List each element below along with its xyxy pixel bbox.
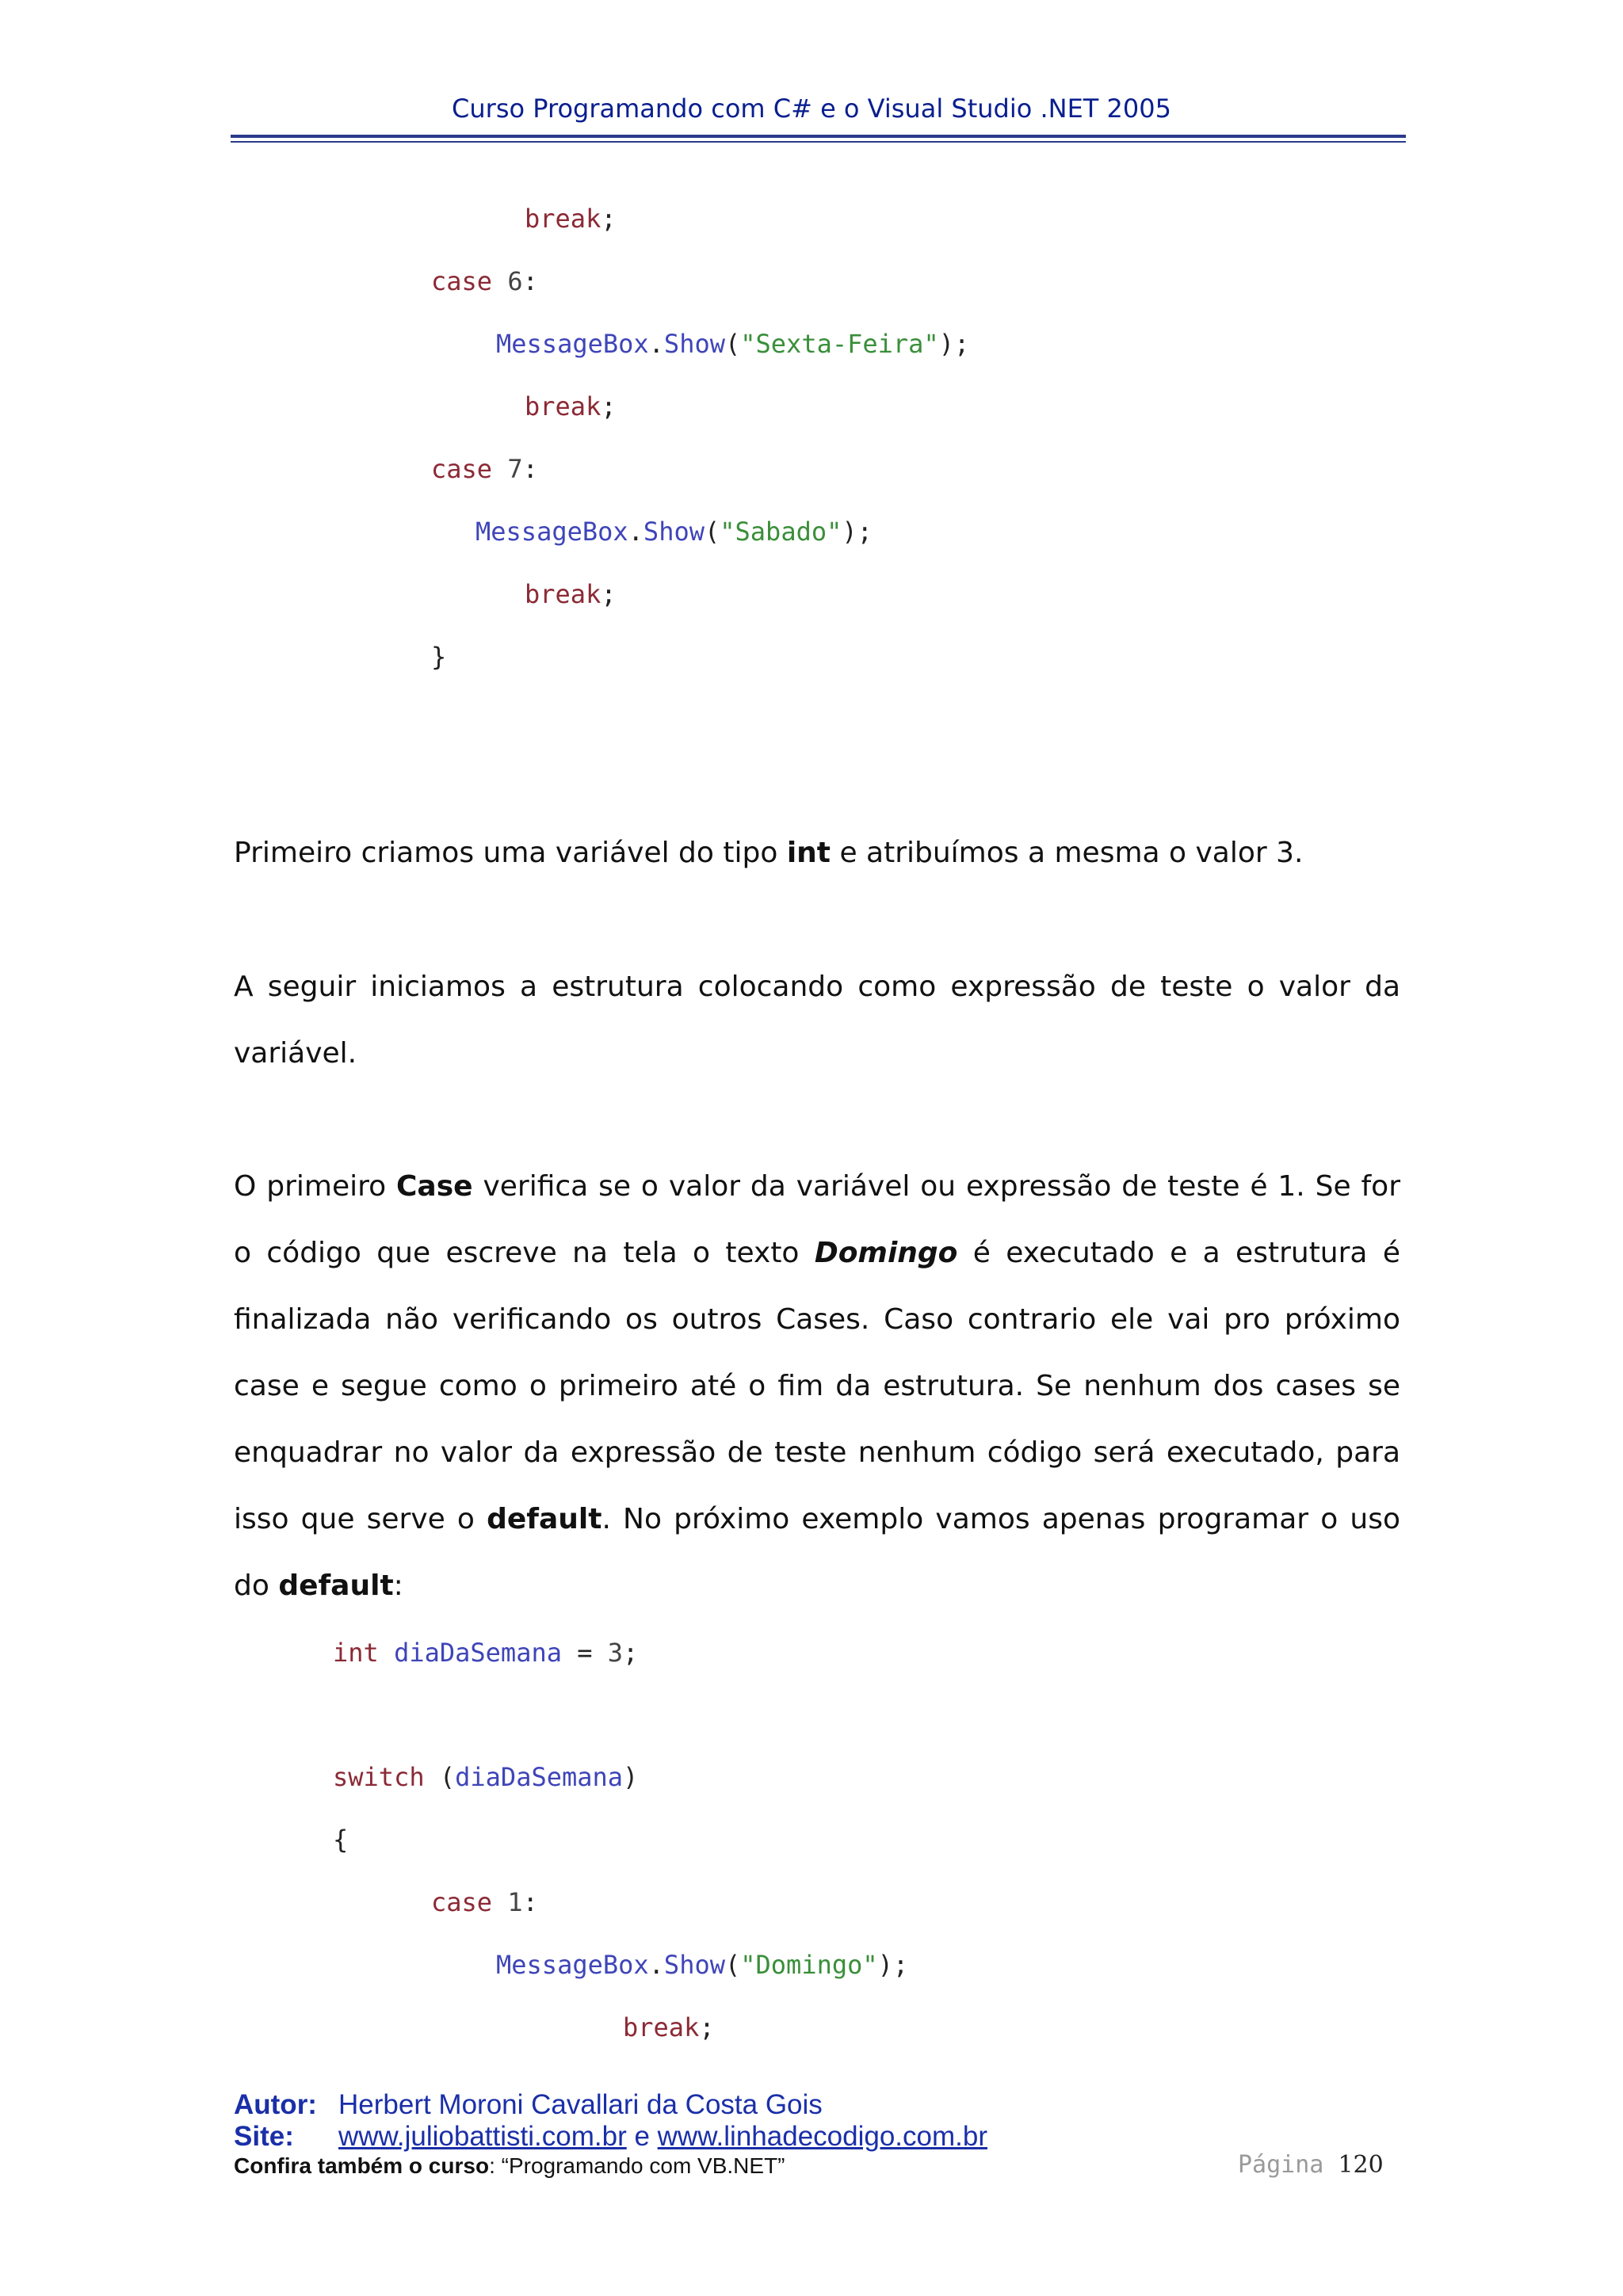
code-line: case 1: [431,1887,538,1917]
string-literal: "Sabado" [720,517,842,547]
page-number-value: 120 [1338,2151,1384,2179]
keyword-switch: switch [333,1762,425,1792]
confira-course: : “Programando com VB.NET” [489,2153,785,2178]
identifier-messagebox: MessageBox [475,517,628,547]
text: e atribuímos a mesma o valor 3. [831,837,1304,869]
bold-text: Case [396,1170,473,1203]
string-literal: "Sexta-Feira" [740,329,939,359]
code-line: break; [525,579,617,609]
identifier-show: Show [663,1950,725,1980]
code-line: case 7: [431,454,538,484]
case-number: 6 [507,266,523,296]
code-line: switch (diaDaSemana) [333,1762,639,1792]
keyword-break: break [525,579,601,609]
page-label: Página [1238,2151,1324,2179]
close-brace: } [431,642,447,672]
identifier-messagebox: MessageBox [496,329,649,359]
paragraph-2: A seguir iniciamos a estrutura colocando como expressão de teste o valor da variável. [234,971,1400,1070]
keyword-case: case [431,454,493,484]
footer-confira [234,2153,785,2179]
open-brace: { [333,1825,349,1855]
keyword-int: int [333,1638,379,1668]
identifier-messagebox: MessageBox [496,1950,649,1980]
code-line: MessageBox.Show("Sabado"); [475,517,873,547]
string-literal: "Domingo" [740,1950,878,1980]
bold-text: default [487,1503,602,1535]
operator: = [561,1638,608,1668]
site-label: Site: [234,2121,294,2152]
case-number: 7 [507,454,523,484]
text: Primeiro criamos uma variável do tipo [234,837,787,869]
bold-text: default [278,1569,394,1602]
bold-italic-text: Domingo [814,1237,958,1269]
paragraph-1 [234,820,1400,887]
header-rule-thin [231,141,1406,143]
code-line: MessageBox.Show("Sexta-Feira"); [496,329,970,359]
site-link-linhadecodigo[interactable]: www.linhadecodigo.com.br [657,2121,987,2152]
keyword-break: break [525,391,601,421]
code-line: break; [525,204,617,234]
text: O primeiro [234,1170,397,1203]
keyword-break: break [623,2012,700,2042]
confira-label: Confira também o curso [234,2153,490,2178]
paragraph-3 [234,1154,1400,1619]
site-conjunction: e [626,2121,658,2152]
author-name: Herbert Moroni Cavallari da Costa Gois [338,2089,823,2120]
text: : [393,1569,403,1602]
bold-text: int [786,837,831,869]
keyword-case: case [431,1887,493,1917]
code-line: case 6: [431,266,538,296]
keyword-break: break [525,204,601,234]
header-rule [231,135,1406,138]
case-number: 1 [507,1887,523,1917]
number-literal: 3 [607,1638,624,1668]
author-label: Autor: [234,2089,317,2120]
identifier-variable: diaDaSemana [455,1762,624,1792]
code-line: int diaDaSemana = 3; [333,1638,639,1668]
code-line [431,641,446,673]
code-line: break; [525,391,617,421]
identifier-variable: diaDaSemana [394,1638,562,1668]
footer-site [234,2121,987,2153]
keyword-case: case [431,266,493,296]
footer-author [234,2089,823,2121]
page-number [1238,2151,1384,2179]
text: . No próximo exemplo vamos apenas programar o uso do [234,1503,1401,1602]
code-line: MessageBox.Show("Domingo"); [496,1950,909,1980]
site-link-juliobattisti[interactable]: www.juliobattisti.com.br [338,2121,627,2152]
text: é executado e a estrutura é finalizada não verificando os outros Cases. Caso contrario ele vai pro próximo case e segue como o primeiro até o fim da estrutura. Se nenhum dos cases se enquadrar no valor da expressão de teste nenhum código será executado, para isso que serve o [234,1237,1400,1535]
identifier-show: Show [643,517,705,547]
identifier-show: Show [663,329,725,359]
header-title: Curso Programando com C# e o Visual Studio .NET 2005 [452,93,1171,124]
code-line: break; [623,2012,715,2042]
text: verifica se o valor da variável ou expressão de teste é 1. Se for o código que escreve na tela o texto [234,1170,1400,1269]
code-line [333,1824,348,1855]
